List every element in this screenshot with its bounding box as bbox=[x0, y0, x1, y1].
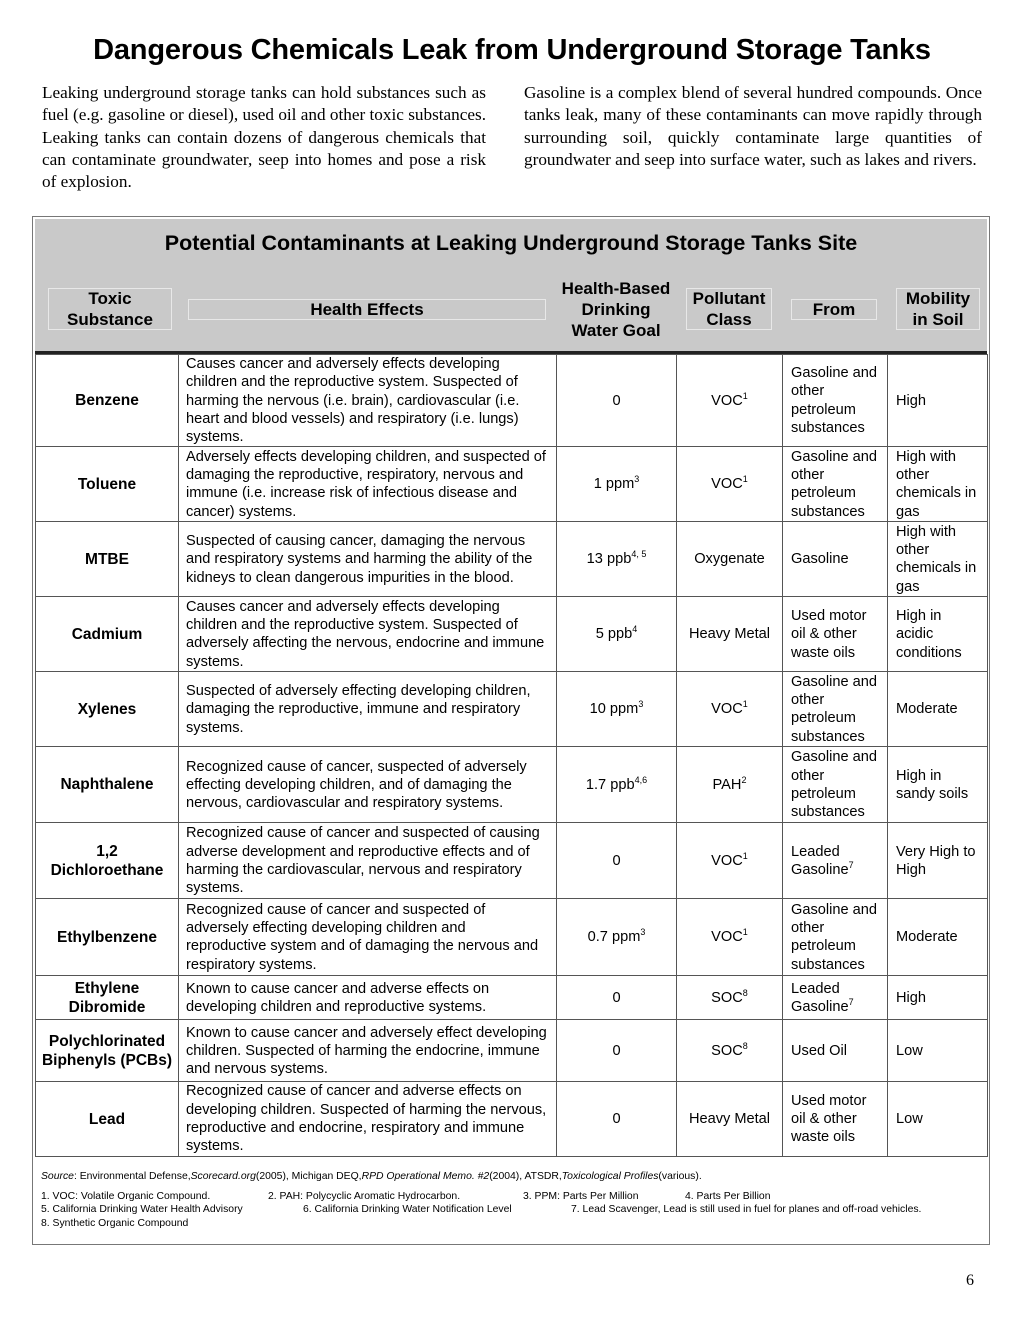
pollutant-class-value: SOC bbox=[711, 1042, 743, 1059]
cell-from bbox=[783, 597, 888, 672]
pollutant-class-footnote-ref: 8 bbox=[742, 987, 748, 998]
pollutant-class-footnote-ref: 8 bbox=[742, 1040, 748, 1051]
cell-mobility: High with other chemicals in gas bbox=[888, 522, 988, 597]
cell-water-goal bbox=[557, 823, 677, 899]
footnote-8: 8. Synthetic Organic Compound bbox=[41, 1217, 189, 1229]
footnote-line-3 bbox=[41, 1217, 981, 1231]
cell-water-goal bbox=[557, 597, 677, 672]
column-header-class: Pollutant Class bbox=[686, 288, 772, 330]
cell-health-effects: Causes cancer and adversely effects developing children and the reproductive system. Suspected of harming the nervous (i.e. brain), cardiovascular (i.e. heart and blood vessels) and respiratory (i.e. lungs) systems. bbox=[179, 355, 557, 447]
footnote-line-1 bbox=[41, 1190, 981, 1204]
column-header-from: From bbox=[791, 299, 877, 320]
cell-health-effects: Known to cause cancer and adverse effects on developing children and reproductive systems. bbox=[179, 976, 557, 1020]
table-row bbox=[36, 747, 988, 823]
cell-mobility: High bbox=[888, 976, 988, 1020]
cell-pollutant-class bbox=[677, 597, 783, 672]
cell-health-effects: Suspected of causing cancer, damaging the nervous and respiratory systems and harming the ability of the kidneys to clean dangerous impurities in the blood. bbox=[179, 522, 557, 597]
from-footnote-ref: 7 bbox=[848, 859, 854, 870]
cell-substance: Ethylene Dibromide bbox=[36, 976, 179, 1020]
cell-mobility: Low bbox=[888, 1020, 988, 1082]
water-goal-value: 0 bbox=[612, 1042, 621, 1059]
cell-health-effects: Recognized cause of cancer and suspected of causing adverse development and reproductive effects and of harming the cardiovascular, nervous and respiratory systems. bbox=[179, 823, 557, 899]
cell-substance: Ethylbenzene bbox=[36, 899, 179, 976]
footnote-4: 4. Parts Per Billion bbox=[685, 1190, 771, 1202]
cell-water-goal bbox=[557, 522, 677, 597]
water-goal-footnote-ref: 4, 5 bbox=[631, 549, 647, 560]
footnote-7: 7. Lead Scavenger, Lead is still used in fuel for planes and off-road vehicles. bbox=[571, 1204, 922, 1215]
from-value: Gasoline and other petroleum substances bbox=[791, 749, 878, 821]
column-header-mobility: Mobility in Soil bbox=[896, 288, 980, 330]
water-goal-value: 5 ppb bbox=[595, 626, 633, 643]
pollutant-class-value: Heavy Metal bbox=[688, 626, 771, 643]
table-row bbox=[36, 1082, 988, 1156]
cell-from bbox=[783, 823, 888, 899]
from-value: Gasoline and other petroleum substances bbox=[791, 365, 878, 437]
from-value: Gasoline and other petroleum substances bbox=[791, 673, 878, 745]
cell-from bbox=[783, 747, 888, 823]
table-row bbox=[36, 823, 988, 899]
cell-from bbox=[783, 1082, 888, 1156]
source-note: Source: Environmental Defense,Scorecard.org(2005), Michigan DEQ,RPD Operational Memo. #2(2004), ATSDR,Toxicological Profiles(various). bbox=[41, 1171, 702, 1182]
table-row bbox=[36, 597, 988, 672]
cell-mobility: High in sandy soils bbox=[888, 747, 988, 823]
water-goal-footnote-ref: 3 bbox=[634, 474, 640, 485]
water-goal-footnote-ref: 3 bbox=[640, 927, 646, 938]
water-goal-value: 0 bbox=[612, 392, 621, 409]
water-goal-value: 1.7 ppb bbox=[585, 776, 635, 793]
pollutant-class-value: Oxygenate bbox=[694, 551, 765, 568]
cell-water-goal bbox=[557, 1082, 677, 1156]
water-goal-value: 0 bbox=[612, 1110, 621, 1127]
pollutant-class-value: Heavy Metal bbox=[688, 1110, 771, 1127]
pollutant-class-footnote-ref: 1 bbox=[742, 474, 748, 485]
pollutant-class-footnote-ref: 1 bbox=[742, 390, 748, 401]
water-goal-value: 0 bbox=[612, 989, 621, 1006]
cell-pollutant-class bbox=[677, 447, 783, 522]
cell-pollutant-class bbox=[677, 747, 783, 823]
table-row bbox=[36, 1020, 988, 1082]
pollutant-class-footnote-ref: 1 bbox=[742, 699, 748, 710]
cell-substance: Naphthalene bbox=[36, 747, 179, 823]
cell-pollutant-class bbox=[677, 355, 783, 447]
footnote-5: 5. California Drinking Water Health Advisory bbox=[41, 1204, 243, 1215]
cell-health-effects: Recognized cause of cancer and adverse effects on developing children. Suspected of harming the nervous, reproductive and endocrine, respiratory and immune systems. bbox=[179, 1082, 557, 1156]
cell-substance: Toluene bbox=[36, 447, 179, 522]
water-goal-footnote-ref: 3 bbox=[638, 699, 644, 710]
cell-water-goal bbox=[557, 672, 677, 747]
cell-from bbox=[783, 672, 888, 747]
cell-from bbox=[783, 976, 888, 1020]
cell-substance: Polychlorinated Biphenyls (PCBs) bbox=[36, 1020, 179, 1082]
cell-mobility: Very High to High bbox=[888, 823, 988, 899]
intro-paragraph-left: Leaking underground storage tanks can hold substances such as fuel (e.g. gasoline or diesel), used oil and other toxic substances. Leaking tanks can contain dozens of dangerous chemicals that can contaminate groundwater, seep into homes and pose a risk of explosion. bbox=[42, 83, 486, 192]
column-header-goal: Health-Based Drinking Water Goal bbox=[561, 278, 671, 340]
cell-substance: Xylenes bbox=[36, 672, 179, 747]
table-row bbox=[36, 355, 988, 447]
pollutant-class-value: VOC bbox=[711, 852, 743, 869]
water-goal-value: 13 ppb bbox=[586, 551, 632, 568]
pollutant-class-value: VOC bbox=[711, 929, 743, 946]
cell-pollutant-class bbox=[677, 1082, 783, 1156]
contaminants-table bbox=[35, 354, 988, 1157]
from-value: Leaded Gasoline bbox=[791, 980, 849, 1015]
table-header bbox=[35, 219, 987, 353]
from-value: Used Oil bbox=[791, 1042, 847, 1059]
from-value: Used motor oil & other waste oils bbox=[791, 608, 867, 661]
water-goal-value: 1 ppm bbox=[593, 476, 635, 493]
from-footnote-ref: 7 bbox=[848, 996, 854, 1007]
cell-pollutant-class bbox=[677, 823, 783, 899]
source-label: Source bbox=[41, 1171, 74, 1182]
footnote-3: 3. PPM: Parts Per Million bbox=[523, 1190, 639, 1202]
cell-substance: Benzene bbox=[36, 355, 179, 447]
cell-from bbox=[783, 522, 888, 597]
cell-water-goal bbox=[557, 355, 677, 447]
cell-from bbox=[783, 355, 888, 447]
pollutant-class-footnote-ref: 1 bbox=[742, 850, 748, 861]
from-value: Leaded Gasoline bbox=[791, 843, 849, 878]
cell-pollutant-class bbox=[677, 522, 783, 597]
water-goal-footnote-ref: 4 bbox=[632, 624, 638, 635]
cell-from bbox=[783, 1020, 888, 1082]
cell-water-goal bbox=[557, 1020, 677, 1082]
contaminants-table-box bbox=[32, 216, 990, 1245]
water-goal-value: 0 bbox=[612, 852, 621, 869]
cell-substance: MTBE bbox=[36, 522, 179, 597]
page-title: Dangerous Chemicals Leak from Underground Storage Tanks bbox=[93, 34, 931, 66]
from-value: Gasoline bbox=[791, 551, 849, 568]
cell-mobility: High with other chemicals in gas bbox=[888, 447, 988, 522]
footnote-line-2 bbox=[41, 1203, 981, 1217]
cell-water-goal bbox=[557, 747, 677, 823]
footnote-1: 1. VOC: Volatile Organic Compound. bbox=[41, 1190, 211, 1202]
cell-water-goal bbox=[557, 447, 677, 522]
cell-health-effects: Recognized cause of cancer, suspected of adversely effecting developing children, and of damaging the nervous, cardiovascular and respiratory systems. bbox=[179, 747, 557, 823]
cell-from bbox=[783, 899, 888, 976]
table-row bbox=[36, 672, 988, 747]
cell-pollutant-class bbox=[677, 1020, 783, 1082]
cell-substance: Cadmium bbox=[36, 597, 179, 672]
cell-water-goal bbox=[557, 899, 677, 976]
cell-pollutant-class bbox=[677, 976, 783, 1020]
footnote-6: 6. California Drinking Water Notification Level bbox=[303, 1204, 512, 1215]
water-goal-footnote-ref: 4,6 bbox=[634, 774, 648, 785]
pollutant-class-value: PAH bbox=[712, 776, 742, 793]
pollutant-class-value: VOC bbox=[711, 476, 743, 493]
from-value: Gasoline and other petroleum substances bbox=[791, 448, 878, 520]
footnote-2: 2. PAH: Polycyclic Aromatic Hydrocarbon. bbox=[268, 1190, 461, 1202]
cell-water-goal bbox=[557, 976, 677, 1020]
pollutant-class-value: VOC bbox=[711, 701, 743, 718]
cell-mobility: Moderate bbox=[888, 899, 988, 976]
page-number: 6 bbox=[966, 1272, 974, 1289]
cell-pollutant-class bbox=[677, 672, 783, 747]
cell-health-effects: Adversely effects developing children, and suspected of damaging the reproductive, respiratory, nervous and immune (i.e. increase risk of infectious disease and cancer) systems. bbox=[179, 447, 557, 522]
table-row bbox=[36, 899, 988, 976]
column-header-substance: Toxic Substance bbox=[48, 288, 172, 330]
cell-from bbox=[783, 447, 888, 522]
water-goal-value: 0.7 ppm bbox=[587, 929, 641, 946]
cell-health-effects: Known to cause cancer and adversely effect developing children. Suspected of harming the endocrine, immune and nervous systems. bbox=[179, 1020, 557, 1082]
cell-substance: Lead bbox=[36, 1082, 179, 1156]
cell-substance: 1,2 Dichloroethane bbox=[36, 823, 179, 899]
pollutant-class-footnote-ref: 1 bbox=[742, 927, 748, 938]
cell-mobility: Moderate bbox=[888, 672, 988, 747]
pollutant-class-footnote-ref: 2 bbox=[741, 774, 747, 785]
cell-health-effects: Suspected of adversely effecting developing children, damaging the reproductive, immune and respiratory systems. bbox=[179, 672, 557, 747]
from-value: Used motor oil & other waste oils bbox=[791, 1092, 867, 1146]
column-header-effects: Health Effects bbox=[188, 299, 546, 320]
cell-mobility: High bbox=[888, 355, 988, 447]
intro-paragraph-right: Gasoline is a complex blend of several hundred compounds. Once tanks leak, many of these contaminants can move rapidly through surrounding soil, quickly contaminate large quantities of groundwater and seep into surface water, such as lakes and rivers. bbox=[524, 83, 982, 169]
table-row bbox=[36, 447, 988, 522]
cell-mobility: Low bbox=[888, 1082, 988, 1156]
pollutant-class-value: SOC bbox=[711, 989, 743, 1006]
table-row bbox=[36, 976, 988, 1020]
from-value: Gasoline and other petroleum substances bbox=[791, 901, 878, 973]
cell-health-effects: Recognized cause of cancer and suspected of adversely effecting developing children and reproductive system and of damaging the nervous and respiratory systems. bbox=[179, 899, 557, 976]
water-goal-value: 10 ppm bbox=[589, 701, 639, 718]
footnotes bbox=[41, 1170, 981, 1230]
table-row bbox=[36, 522, 988, 597]
cell-pollutant-class bbox=[677, 899, 783, 976]
cell-mobility: High in acidic conditions bbox=[888, 597, 988, 672]
cell-health-effects: Causes cancer and adversely effects developing children and the reproductive system. Suspected of adversely affecting the nervous, endocrine and immune systems. bbox=[179, 597, 557, 672]
table-title: Potential Contaminants at Leaking Underground Storage Tanks Site bbox=[164, 231, 858, 255]
pollutant-class-value: VOC bbox=[711, 392, 743, 409]
